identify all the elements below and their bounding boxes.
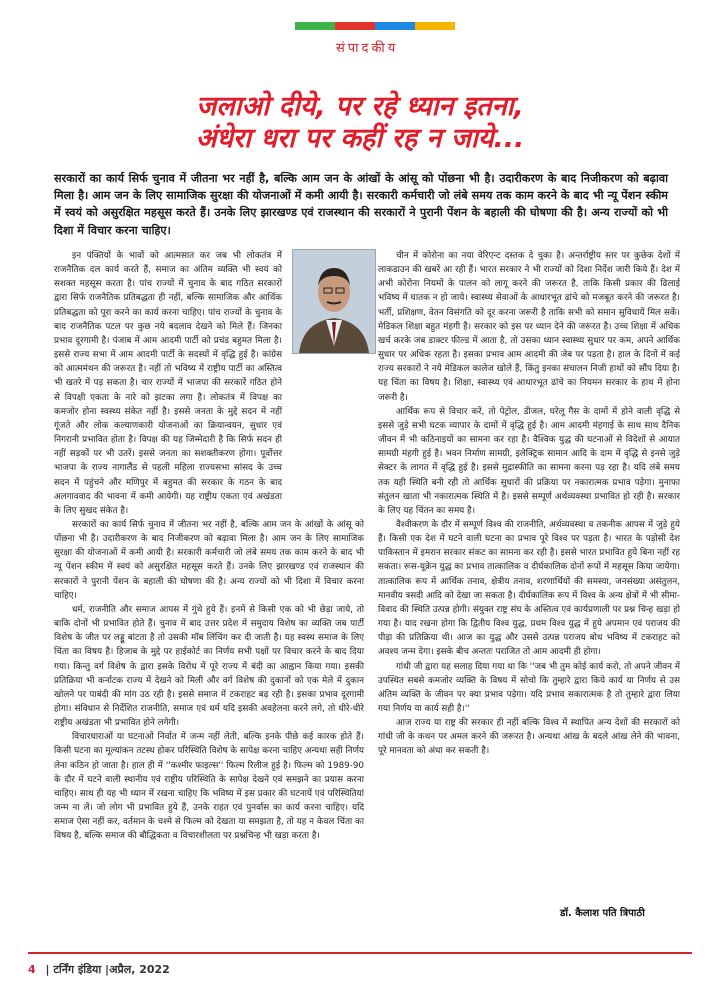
headline-line-2: अंधेरा धरा पर कहीं रह न जाये...	[195, 123, 525, 154]
color-bar-green	[295, 22, 335, 30]
color-bar	[295, 22, 455, 30]
right-column	[378, 249, 680, 759]
headline-line-1: जलाओ दीये, पर रहे ध्यान इतना,	[196, 91, 524, 122]
right-paragraph-3: वैश्वीकरण के दौर में सम्पूर्ण विश्व की राजनीति, अर्थव्यवस्था व तकनीक आपस में जुड़े हुये हैं। किसी एक देश में घटने वाली घटना का प्रभाव पूरे विश्व पर पड़ता है। भारत के पड़ोसी देश पाकिस्तान में इमरान सरकार संकट का सामना कर रही है। इससे भारत प्रभावित हुये बिना नहीं रह सकता। रूस-यूक्रेन युद्ध का प्रभाव तात्कालिक व दीर्घकालिक दोनों रूपों में महसूस किया जायेगा। तात्कालिक रूप में आर्थिक तनाव, क्षेत्रीय तनाव, शरणार्थियों की समस्या, जनसंख्या असंतुलन, मानवीय त्रसदी आदि को देखा जा सकता है। दीर्घकालिक रूप में विश्व के अन्य क्षेत्रों में भी सीमा-विवाद की स्थिति उत्पन्न होगी। संयुक्त राष्ट्र संघ के अस्तित्व एवं कार्यप्रणाली पर प्रश्न चिन्ह खड़ा हो गया है। याद रखना होगा कि द्वितीय विश्व युद्ध, प्रथम विश्व युद्ध में हुये अपमान एवं पराजय की पीड़ा की प्रतिक्रिया थी। आज का युद्ध और उससे उत्पन्न पराजय बोध भविष्य में टकराहट को अवश्य जन्म देगा। इसके बीच अन्ततः पराजित तो आम आदमी ही होगा।	[378, 519, 680, 658]
section-label: संपादकीय	[336, 41, 399, 56]
color-bar-red	[335, 22, 375, 30]
right-paragraph-1: चीन में कोरोना का नया वेरिएन्ट दस्तक दे चुका है। अन्तर्राष्ट्रीय स्तर पर कुछेक देशों में लाकडाउन की खबरें आ रही हैं। भारत सरकार ने भी राज्यों को दिशा निर्देश जारी किये हैं। देश में अभी कोरोना नियमों के पालन को लागू करने की जरूरत है, ताकि किसी प्रकार की ढिलाई भविष्य में घातक न हो जाये। स्वास्थ्य सेवाओं के आधारभूत ढांचे को मजबूत करने की जरूरत है। भर्ती, प्रशिक्षण, वेतन विसंगति को दूर करना जरूरी है ताकि सभी को समान सुविधायें मिल सकें। मेडिकल शिक्षा बहुत मंहगी है। सरकार को इस पर ध्यान देने की जरूरत है। उच्च शिक्षा में अधिक खर्च करके जब डाक्टर फील्ड में आता है, तो उसका ध्यान स्वास्थ्य सुधार पर कम, अपने आर्थिक सुधार पर अधिक रहता है। इसका प्रभाव आम आदमी की जेब पर पड़ता है। हाल के दिनों में कई राज्य सरकारों ने नये मेडिकल कालेज खोले हैं, किंतु इनका संचालन निजी हाथों को सौंप दिया है। यह चिंता का विषय है। शिक्षा, स्वास्थ्य एवं आधारभूत ढांचे का नियमन सरकार के हाथ में होना जरूरी है।	[378, 251, 680, 403]
right-paragraph-2: आर्थिक रूप से विचार करें, तो पेट्रोल, डीजल, घरेलू गैस के दामों में होने वाली वृद्धि से इससे जुड़े सभी घटक व्यापार के दामों में वृद्धि हुई है। आम आदमी मंहगाई के साथ साथ दैनिक जीवन में भी कठिनाइयों का सामना कर रहा है। वैश्विक युद्ध की घटनाओं से विदेशों से आयात सामग्री मंहगी हुई है। भवन निर्माण सामग्री, इलेक्ट्रिक सामान आदि के दाम में वृद्धि से इनसे जुड़े सेक्टर के लागत में वृद्धि हुई है। इससे मुद्रास्फीति का सामना करना पड़ रहा है। यदि लंबे समय तक यही स्थिति बनी रही तो आर्थिक सुधारों की प्रक्रिया पर नकारात्मक प्रभाव पड़ेगा। मुनाफा संतुलन खाता भी नकारात्मक स्थिति में है। इससे सम्पूर्ण अर्थव्यवस्था प्रभावित हो रही है। सरकार के लिए यह चिंतन का समय है।	[378, 406, 680, 516]
left-paragraph-3: धर्म, राजनीति और समाज आपस में गुंथे हुये हैं। इनमें से किसी एक को भी छेड़ा जाये, तो बाकि दोनों भी प्रभावित होते हैं। चुनाव में बाद उत्तर प्रदेश में समुदाय विशेष का व्यक्ति जब पार्टी विशेष के जीत पर लड्डू बांटता है तो उसकी मॉब लिंचिंग कर दी जाती है। यह स्वस्थ समाज के लिए चिंता का विषय है। हिजाब के मुद्दे पर हाईकोर्ट का निर्णय सभी पक्षों पर विचार करने के बाद दिया गया। किन्तु वर्ग विशेष के द्वारा इसके विरोध में पूरे राज्य में बंदी का आह्वान किया गया। इसकी प्रतिक्रिया भी कर्नाटक राज्य में देखने को मिली और वर्ग विशेष की दुकानों को एक मेले में दुकान खोलने पर पाबंदी की मांग उठ रही है। इससे समाज में टकराहट बढ़ रही है। इसका प्रभाव दूरगामी होगा। संविधान से निर्देशित राजनीति, समाज एवं धर्म यदि इसकी अवहेलना करने लगे, तो धीरे-धीरे राष्ट्रीय अखंडता भी प्रभावित होने लगेगी।	[54, 604, 364, 729]
magazine-issue: | टर्निंग इंडिया |अप्रैल, 2022	[45, 963, 170, 976]
page-number: 4	[28, 963, 36, 976]
footer	[28, 962, 170, 977]
right-paragraph-4: गांधी जी द्वारा यह सलाह दिया गया था कि ''जब भी तुम कोई कार्य करो, तो अपने जीवन में उपस्थित सबसे कमजोर व्यक्ति के विषय में सोचो कि तुम्हारे द्वारा किये कार्य या निर्णय से उस अंतिम व्यक्ति के जीवन पर क्या प्रभाव पड़ेगा। यदि प्रभाव सकारात्मक है तो तुम्हारे द्वारा लिया गया निर्णय या कार्य सही है।''	[378, 661, 680, 714]
footer-divider	[28, 952, 692, 954]
left-paragraph-1: इन पंक्तियों के भावों को आत्मसात कर जब भी लोकतंत्र में राजनैतिक दल कार्य करते हैं, समाज का अंतिम व्यक्ति भी स्वयं को सशक्त महसूस करता है। पांच राज्यों में चुनाव के बाद गठित सरकारों द्वारा सिर्फ राजनैतिक प्रतिबद्धता ही नहीं, बल्कि सामाजिक और आर्थिक प्रतिबद्धता को पूरा करने का कार्य करना चाहिए। पांच राज्यों के चुनाव के बाद राजनैतिक पटल पर कुछ नये बदलाव देखने को मिले हैं। जिनका प्रभाव दूरगामी है। पंजाब में आम आदमी पार्टी को प्रचंड बहुमत मिला है। इससे राज्य सभा में आम आदमी पार्टी के सदस्यों में वृद्धि हुई है। कांग्रेस को आत्ममंथन की जरूरत है। नहीं तो भविष्य में राष्ट्रीय पार्टी का अस्तित्व भी खतरे में पड़ सकता है। चार राज्यों में भाजपा की सरकारें गठित होने से विपक्षी एकता के नारे को झटका लगा है। लोकतंत्र में विपक्ष का कमजोर होना स्वस्थ्य संकेत नहीं है। इससे जनता के मुद्दे सदन में नहीं गूंजते और लोक कल्याणकारी योजनाओं का क्रियान्वयन, सुधार एवं निगरानी प्रभावित होता है। विपक्ष की यह जिम्मेदारी है कि सिर्फ सदन ही नहीं सड़कों पर भी उतरें। इससे जनता का सशक्तीकरण होगा। पूर्वोत्तर भाजपा के राज्य नागालैंड से पहली महिला राज्यसभा सांसद के उच्च सदन में पहुंचने और मणिपुर में बहुमत की सरकार के गठन के बाद अलगाववाद की भावना में कमी आयेगी। यह राष्ट्रीय एकता एवं अखंडता के लिए सुखद संकेत है।	[54, 251, 282, 516]
color-bar-yellow	[415, 22, 455, 30]
intro-paragraph: सरकारों का कार्य सिर्फ चुनाव में जीतना भर नहीं है, बल्कि आम जन के आंखों के आंसू को पोंछना भी है। उदारीकरण के बाद निजीकरण को बढ़ावा मिला है। आम जन के लिए सामाजिक सुरक्षा की योजनाओं में कमी आयी है। सरकारी कर्मचारी जो लंबे समय तक काम करने के बाद भी न्यू पेंशन स्कीम में स्वयं को असुरक्षित महसूस करते हैं। उनके लिए झारखण्ड एवं राजस्थान की सरकारों ने पुरानी पेंशन के बहाली की घोषणा की है। अन्य राज्यों को भी दिशा में विचार करना चाहिए।	[54, 172, 668, 237]
author-name: डॉ. कैलाश पति त्रिपाठी	[560, 908, 645, 919]
left-paragraph-2: सरकारों का कार्य सिर्फ चुनाव में जीतना भर नहीं है, बल्कि आम जन के आंखों के आंसू को पोंछना भी है। उदारीकरण के बाद निजीकरण को बढ़ावा मिला है। आम जन के लिए सामाजिक सुरक्षा की योजनाओं में कमी आयी है। सरकारी कर्मचारी जो लंबे समय तक काम करने के बाद भी न्यू पेंशन स्कीम में स्वयं को असुरक्षित महसूस करते हैं। उनके लिए झारखण्ड एवं राजस्थान की सरकारों ने पुरानी पेंशन के बहाली की घोषणा की है। अन्य राज्यों को भी दिशा में विचार करना चाहिए।	[54, 519, 364, 601]
left-paragraph-4: विचारधाराओं या घटनाओं निर्वात में जन्म नहीं लेती, बल्कि इनके पीछे कई कारक होते हैं। किसी घटना का मूल्यांकन तटस्थ होकर परिस्थिति विशेष के सापेक्ष करना चाहिए अन्यथा सही निर्णय लेना कठिन हो जाता है। हाल ही में ''कश्मीर फाइल्स'' फिल्म रिलीज हुई है। फिल्म को 1989-90 के दौर में घटने वाली स्थानीय एवं राष्ट्रीय परिस्थिति के सापेक्ष देखने एवं समझने का प्रयास करना चाहिए। साथ ही यह भी ध्यान में रखना चाहिए कि भविष्य में इस प्रकार की घटनायें एवं परिस्थितियां जन्म ना लें। जो लोग भी प्रभावित हुये हैं, उनके राहत एवं पुनर्वास का कार्य करना चाहिए। यदि समाज ऐसा नहीं कर, वर्तमान के चश्मे से फिल्म को देखता या समझता है, तो यह न केवल चिंता का विषय है, बल्कि समाज की बौद्धिकता व विचारशीलता पर प्रश्नचिन्ह भी खड़ा करता है।	[54, 732, 364, 842]
color-bar-blue	[375, 22, 415, 30]
left-column	[54, 249, 364, 844]
right-paragraph-5: आज राज्य या राष्ट्र की सरकार ही नहीं बल्कि विश्व में स्थापित अन्य देशों की सरकारों को गांधी जी के कथन पर अमल करने की जरूरत है। अन्यथा आंख के बदले आंख लेने की भावना, पूरे मानवता को अंधा कर सकती है।	[378, 718, 680, 757]
